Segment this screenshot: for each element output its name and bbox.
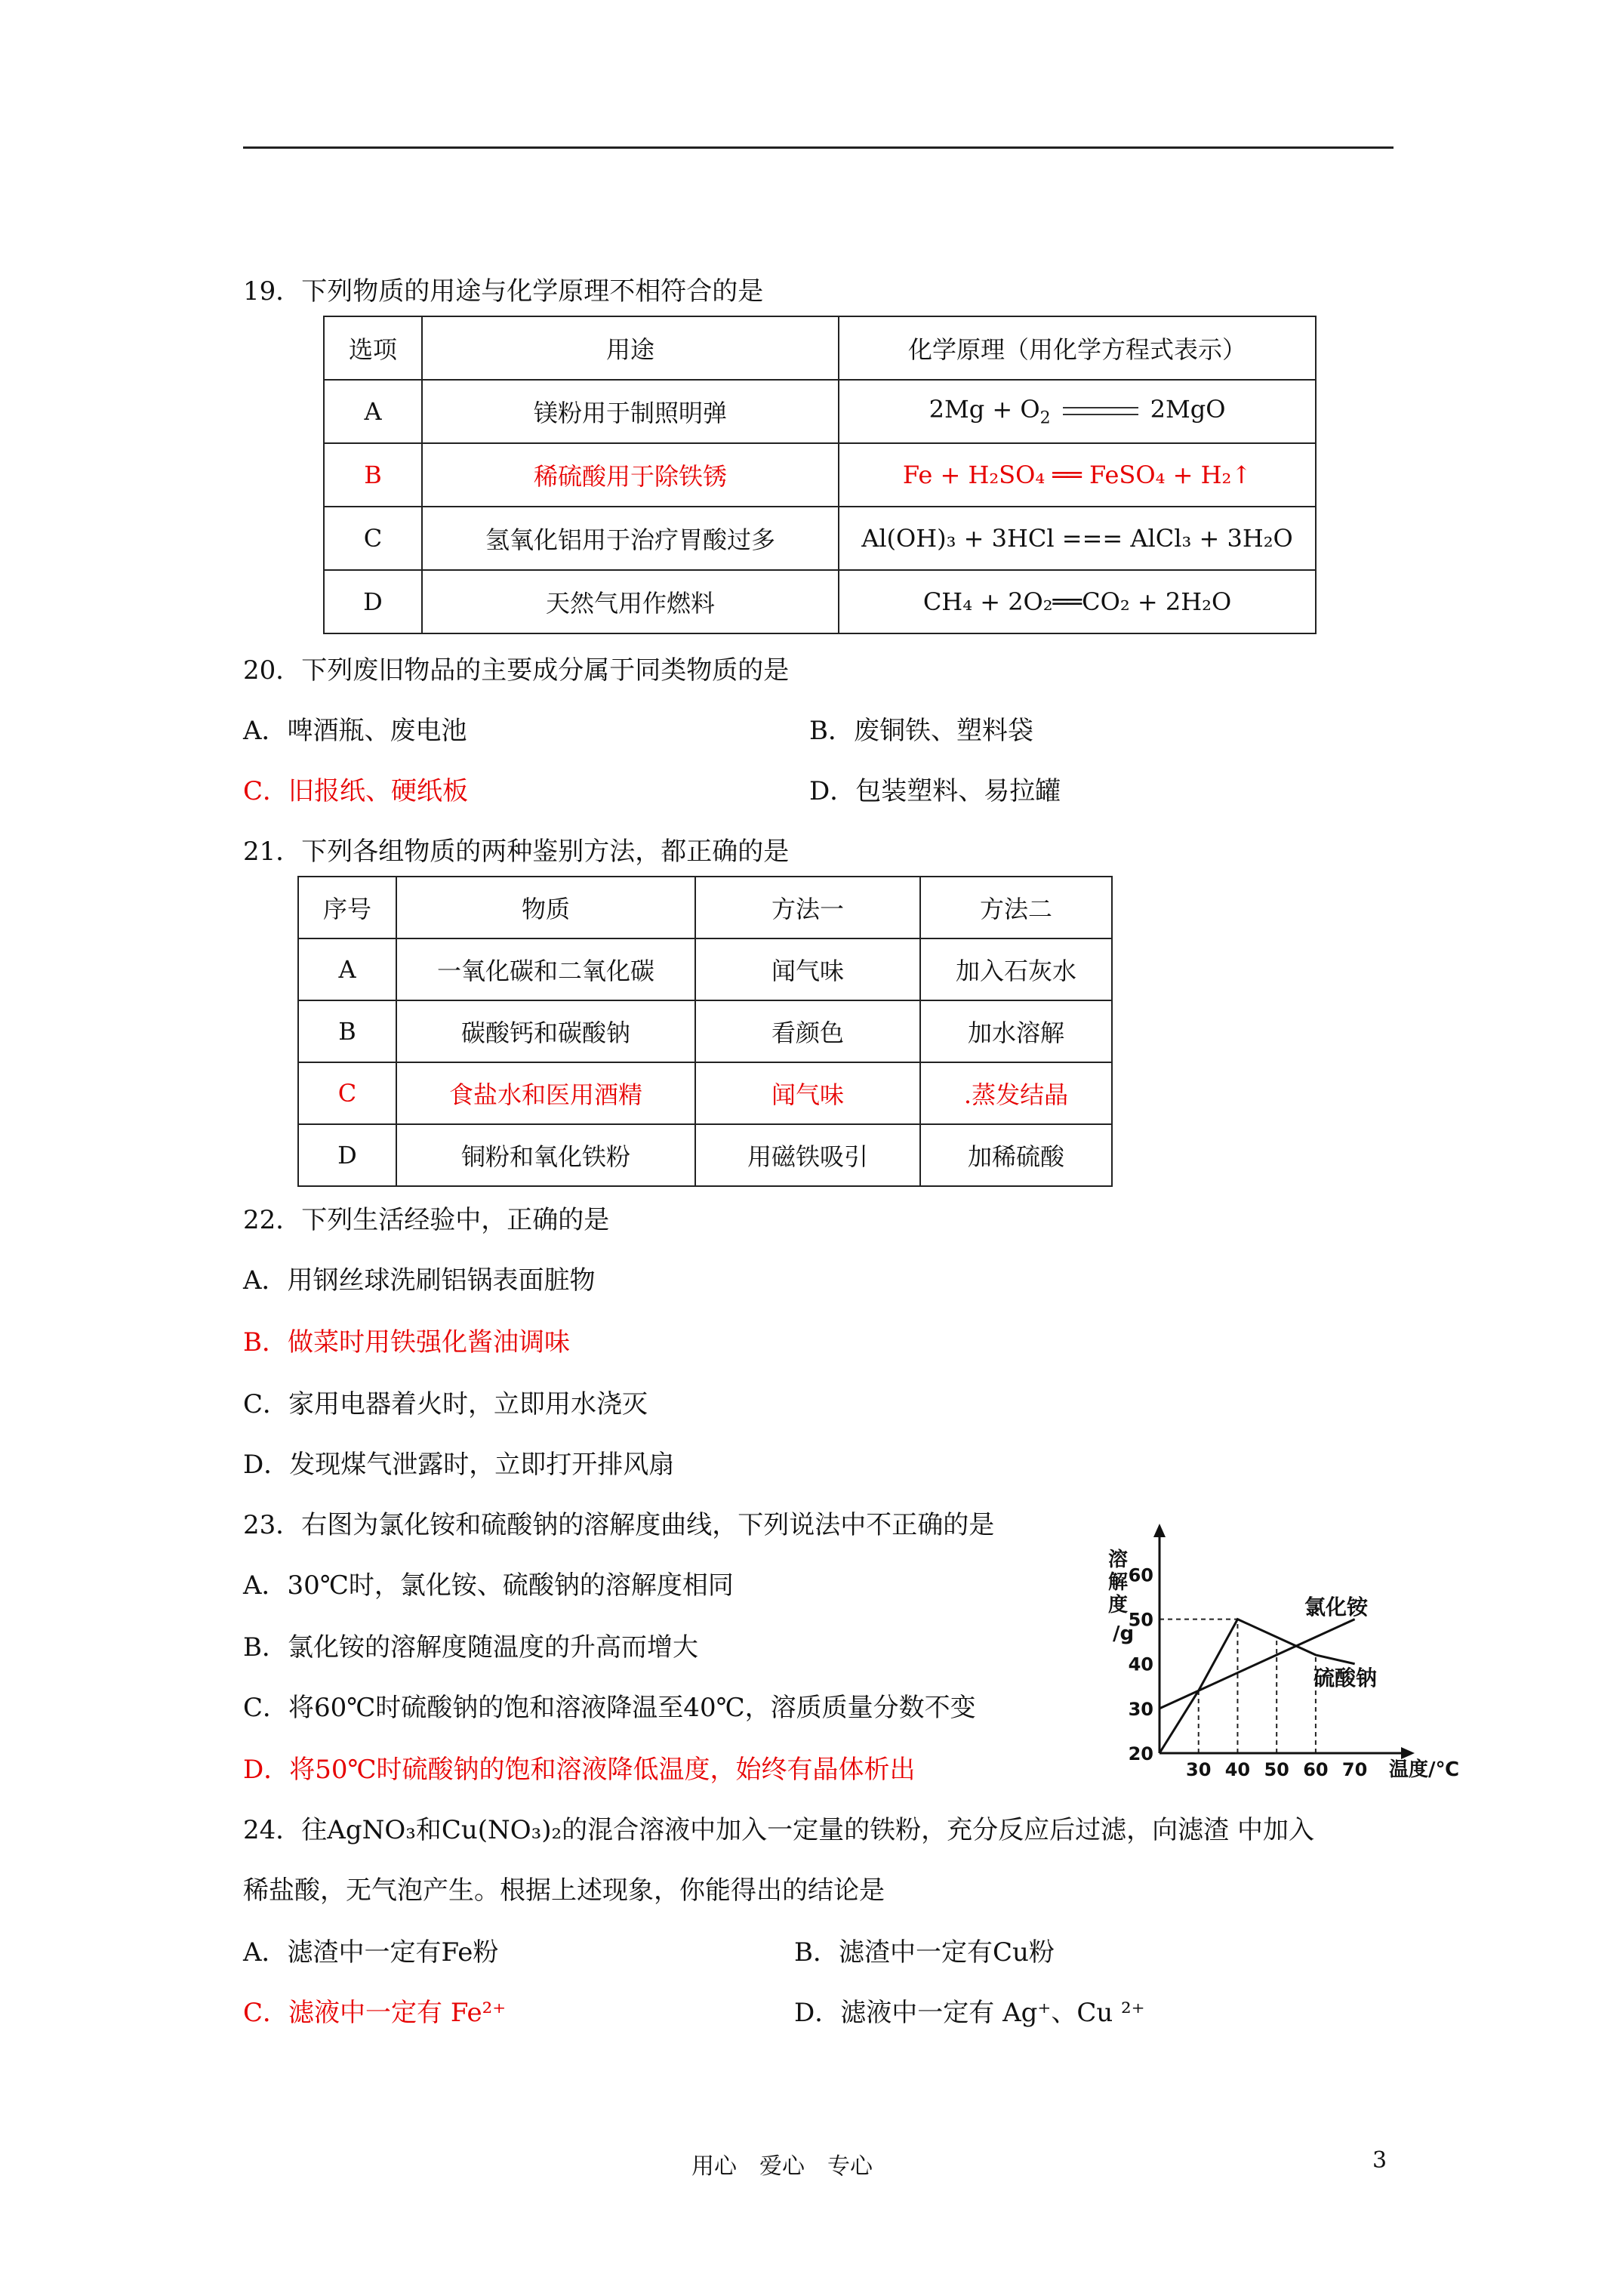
q21-cell: 一氧化碳和二氧化碳 [396, 938, 695, 1000]
q24-question-line2: 稀盐酸，无气泡产生。根据上述现象，你能得出的结论是 [243, 1875, 885, 1906]
q22-option-a: A．用钢丝球洗刷铝锅表面脏物 [243, 1265, 596, 1296]
chart-series-line-ammonium-chloride [1160, 1620, 1355, 1709]
table-row [324, 507, 1316, 570]
table-row [298, 1124, 1112, 1186]
q21-header-substance: 物质 [396, 877, 695, 938]
q19-row-c-option: C [324, 507, 422, 570]
q19-question: 19．下列物质的用途与化学原理不相符合的是 [243, 276, 764, 307]
q21-header-method1: 方法一 [695, 877, 920, 938]
q19-row-b-option: B [324, 443, 422, 507]
q22-question: 22．下列生活经验中，正确的是 [243, 1205, 610, 1235]
q19-row-d-equation: CH₄ + 2O₂══CO₂ + 2H₂O [839, 570, 1316, 633]
table-row [298, 938, 1112, 1000]
q19-header-principle: 化学原理（用化学方程式表示） [839, 316, 1316, 380]
chart-x-tick-label: 50 [1264, 1759, 1289, 1780]
q20-option-d: D．包装塑料、易拉罐 [809, 776, 1061, 806]
table-row [324, 380, 1316, 443]
q24-question-line1: 24．往AgNO₃和Cu(NO₃)₂的混合溶液中加入一定量的铁粉，充分反应后过滤，向滤渣 中加入 [243, 1815, 1314, 1845]
q21-header-no: 序号 [298, 877, 396, 938]
q19-row-a-use: 镁粉用于制照明弹 [422, 380, 839, 443]
table-row [298, 877, 1112, 938]
chart-x-tick-label: 70 [1341, 1759, 1368, 1780]
q21-cell: 食盐水和医用酒精 [396, 1062, 695, 1124]
solubility-chart [1102, 1518, 1459, 1789]
q20-option-c: C．旧报纸、硬纸板 [243, 776, 469, 806]
q24-option-b: B．滤渣中一定有Cu粉 [794, 1937, 1055, 1968]
q21-cell: D [298, 1124, 396, 1186]
q23-option-b: B．氯化铵的溶解度随温度的升高而增大 [243, 1632, 698, 1663]
q20-option-a: A．啤酒瓶、废电池 [243, 716, 467, 746]
q20-option-b: B．废铜铁、塑料袋 [809, 716, 1033, 746]
q21-cell: 加水溶解 [920, 1000, 1112, 1062]
q21-cell: 加入石灰水 [920, 938, 1112, 1000]
q19-row-d-option: D [324, 570, 422, 633]
chart-series-label-ammonium-chloride: 氯化铵 [1304, 1595, 1369, 1620]
reaction-condition-bar [1063, 407, 1138, 415]
q21-cell: .蒸发结晶 [920, 1062, 1112, 1124]
page-number: 3 [1372, 2147, 1387, 2174]
q23-option-a: A．30℃时，氯化铵、硫酸钠的溶解度相同 [243, 1570, 734, 1601]
chart-y-tick-label: 30 [1128, 1698, 1153, 1720]
q21-cell: 用磁铁吸引 [695, 1124, 920, 1186]
chart-ylabel-line2: 解 [1108, 1571, 1129, 1594]
table-row [298, 1062, 1112, 1124]
q22-option-c: C．家用电器着火时，立即用水浇灭 [243, 1389, 648, 1419]
chart-y-tick-label: 60 [1128, 1564, 1153, 1586]
q19-row-a-equation: $2Mg + O_2$ 2MgO [839, 380, 1316, 443]
q19-row-d-use: 天然气用作燃料 [422, 570, 839, 633]
chart-xlabel: 温度/℃ [1389, 1758, 1459, 1781]
chart-x-tick-label: 60 [1303, 1759, 1329, 1780]
table-row [324, 570, 1316, 633]
q19-row-c-use: 氢氧化铝用于治疗胃酸过多 [422, 507, 839, 570]
chart-x-tick-label: 30 [1186, 1759, 1212, 1780]
q21-cell: 闻气味 [695, 938, 920, 1000]
chart-ylabel-line3: 度 [1108, 1594, 1129, 1616]
q24-option-c: C．滤液中一定有 Fe²⁺ [243, 1998, 507, 2028]
chart-y-tick-label: 20 [1128, 1743, 1153, 1764]
q23-option-c: C．将60℃时硫酸钠的饱和溶液降温至40℃，溶质质量分数不变 [243, 1693, 976, 1723]
q19-table [323, 316, 1317, 634]
q21-cell: 看颜色 [695, 1000, 920, 1062]
chart-x-axis-arrow [1401, 1747, 1415, 1759]
q21-header-method2: 方法二 [920, 877, 1112, 938]
chart-guide-lines [1160, 1620, 1316, 1753]
q21-question: 21．下列各组物质的两种鉴别方法，都正确的是 [243, 837, 790, 867]
chart-y-tick-label: 50 [1128, 1609, 1153, 1631]
footer-motto: 用心 爱心 专心 [691, 2153, 873, 2180]
q21-cell: 闻气味 [695, 1062, 920, 1124]
q21-cell: 加稀硫酸 [920, 1124, 1112, 1186]
q19-row-c-equation: Al(OH)₃ + 3HCl === AlCl₃ + 3H₂O [839, 507, 1316, 570]
header-rule [243, 146, 1394, 149]
q19-row-b-use: 稀硫酸用于除铁锈 [422, 443, 839, 507]
q21-table [297, 876, 1113, 1187]
q19-header-option: 选项 [324, 316, 422, 380]
q21-cell: B [298, 1000, 396, 1062]
q19-header-use: 用途 [422, 316, 839, 380]
table-row [324, 316, 1316, 380]
q19-row-a-option: A [324, 380, 422, 443]
q22-option-d: D．发现煤气泄露时，立即打开排风扇 [243, 1450, 675, 1480]
q19-row-b-equation: Fe + H₂SO₄ ══ FeSO₄ + H₂↑ [839, 443, 1316, 507]
q21-cell: A [298, 938, 396, 1000]
q20-question: 20．下列废旧物品的主要成分属于同类物质的是 [243, 655, 790, 686]
table-row [324, 443, 1316, 507]
chart-ylabel-line1: 溶 [1108, 1549, 1129, 1571]
q21-cell: 碳酸钙和碳酸钠 [396, 1000, 695, 1062]
chart-series-label-sodium-sulfate: 硫酸钠 [1313, 1666, 1378, 1690]
q24-option-a: A．滤渣中一定有Fe粉 [243, 1937, 499, 1968]
table-row [298, 1000, 1112, 1062]
chart-x-tick-label: 40 [1224, 1759, 1251, 1780]
q23-option-d: D．将50℃时硫酸钠的饱和溶液降低温度，始终有晶体析出 [243, 1755, 916, 1785]
chart-y-axis-arrow [1153, 1524, 1166, 1537]
q24-option-d: D．滤液中一定有 Ag⁺、Cu ²⁺ [794, 1998, 1145, 2028]
chart-y-tick-label: 40 [1128, 1653, 1153, 1675]
chart-ylabel-line4: /g [1113, 1623, 1135, 1645]
q21-cell: 铜粉和氧化铁粉 [396, 1124, 695, 1186]
q22-option-b: B．做菜时用铁强化酱油调味 [243, 1327, 570, 1358]
q23-question: 23．右图为氯化铵和硫酸钠的溶解度曲线，下列说法中不正确的是 [243, 1510, 995, 1540]
q21-cell: C [298, 1062, 396, 1124]
